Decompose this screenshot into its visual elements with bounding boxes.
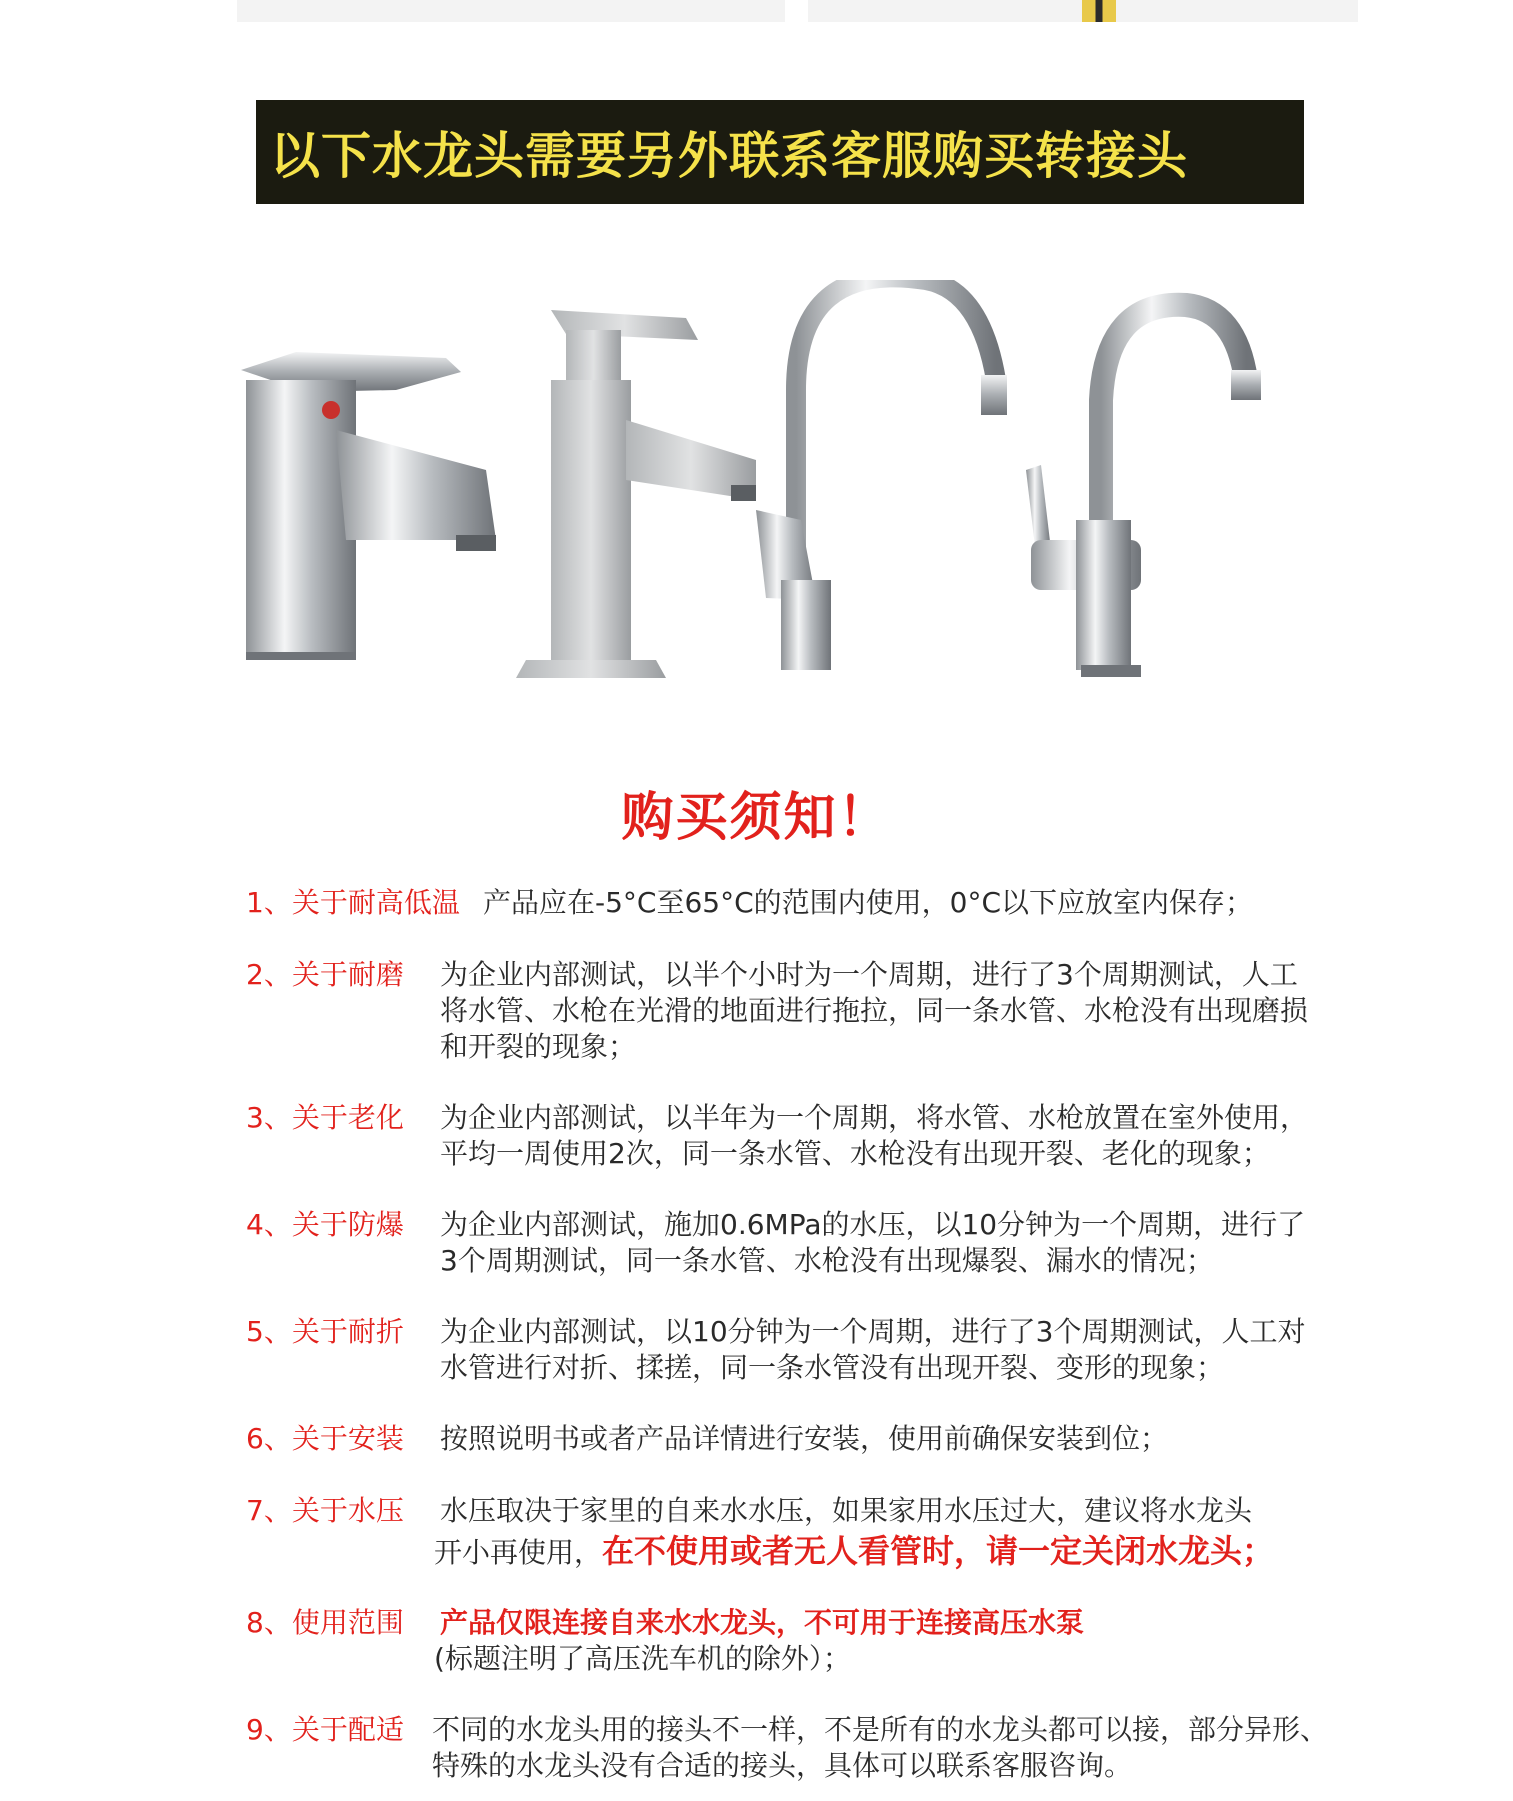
rule-body	[440, 957, 1308, 1065]
rule-line: 平均一周使用2次，同一条水管、水枪没有出现开裂、老化的现象；	[440, 1137, 1270, 1170]
rule-label: 3、关于老化	[246, 1101, 404, 1134]
rule-line: 为企业内部测试，以半个小时为一个周期，进行了3个周期测试，人工	[440, 958, 1298, 991]
rule-label: 2、关于耐磨	[246, 958, 404, 991]
rule-line: 水管进行对折、揉搓，同一条水管没有出现开裂、变形的现象；	[440, 1351, 1225, 1384]
rule-label: 9、关于配适	[246, 1713, 404, 1746]
rule-label: 8、使用范围	[246, 1606, 404, 1639]
faucet-single-lever-icon	[241, 352, 496, 660]
rule-line: 按照说明书或者产品详情进行安装，使用前确保安装到位；	[440, 1422, 1169, 1455]
rule-label: 1、关于耐高低温	[246, 886, 460, 919]
rule-body	[483, 885, 1253, 921]
rule-body	[440, 1314, 1305, 1386]
rule-line-prefix: 开小再使用，	[434, 1536, 603, 1569]
top-image-strip-left	[237, 0, 785, 22]
rule-line: 3个周期测试，同一条水管、水枪没有出现爆裂、漏水的情况；	[440, 1244, 1214, 1277]
rule-line: 为企业内部测试，以10分钟为一个周期，进行了3个周期测试，人工对	[440, 1315, 1306, 1348]
adapter-banner	[256, 100, 1304, 204]
hose-fragment-image	[1082, 0, 1116, 22]
rule-body	[432, 1712, 1328, 1784]
rule-line: 水压取决于家里的自来水水压，如果家用水压过大，建议将水龙头	[440, 1494, 1253, 1527]
usage-scope-warning: 产品仅限连接自来水水龙头，不可用于连接高压水泵	[440, 1606, 1085, 1639]
rule-body	[434, 1493, 1275, 1571]
rule-line: (标题注明了高压洗车机的除外）；	[434, 1642, 851, 1675]
rule-body	[440, 1421, 1168, 1457]
rule-line: 特殊的水龙头没有合适的接头，具体可以联系客服咨询。	[432, 1749, 1133, 1782]
faucet-gooseneck-icon	[756, 280, 1007, 670]
rule-body	[440, 1100, 1308, 1172]
shut-off-warning: 在不使用或者无人看管时，请一定关闭水龙头；	[602, 1532, 1275, 1570]
faucet-square-icon	[516, 310, 756, 678]
notice-title: 购买须知！	[621, 788, 892, 848]
rule-line: 不同的水龙头用的接头不一样，不是所有的水龙头都可以接，部分异形、	[432, 1713, 1329, 1746]
rule-label: 5、关于耐折	[246, 1315, 404, 1348]
rule-line	[434, 1533, 1274, 1571]
rule-line: 为企业内部测试，以半年为一个周期，将水管、水枪放置在室外使用，	[440, 1101, 1309, 1134]
rule-body	[434, 1605, 1085, 1677]
faucet-swivel-icon	[1026, 305, 1261, 677]
rule-label: 6、关于安装	[246, 1422, 404, 1455]
rule-body	[440, 1207, 1305, 1279]
rule-label: 4、关于防爆	[246, 1208, 404, 1241]
rule-line: 将水管、水枪在光滑的地面进行拖拉，同一条水管、水枪没有出现磨损	[440, 994, 1309, 1027]
rule-line: 为企业内部测试，施加0.6MPa的水压，以10分钟为一个周期，进行了	[440, 1208, 1306, 1241]
rule-line: 和开裂的现象；	[440, 1030, 637, 1063]
rule-label: 7、关于水压	[246, 1494, 404, 1527]
faucet-gallery	[236, 280, 1386, 700]
adapter-banner-text: 以下水龙头需要另外联系客服购买转接头	[270, 127, 1188, 185]
faucet-gallery-svg	[236, 280, 1386, 700]
rule-line: 产品应在-5°C至65°C的范围内使用，0°C以下应放室内保存；	[483, 886, 1254, 919]
